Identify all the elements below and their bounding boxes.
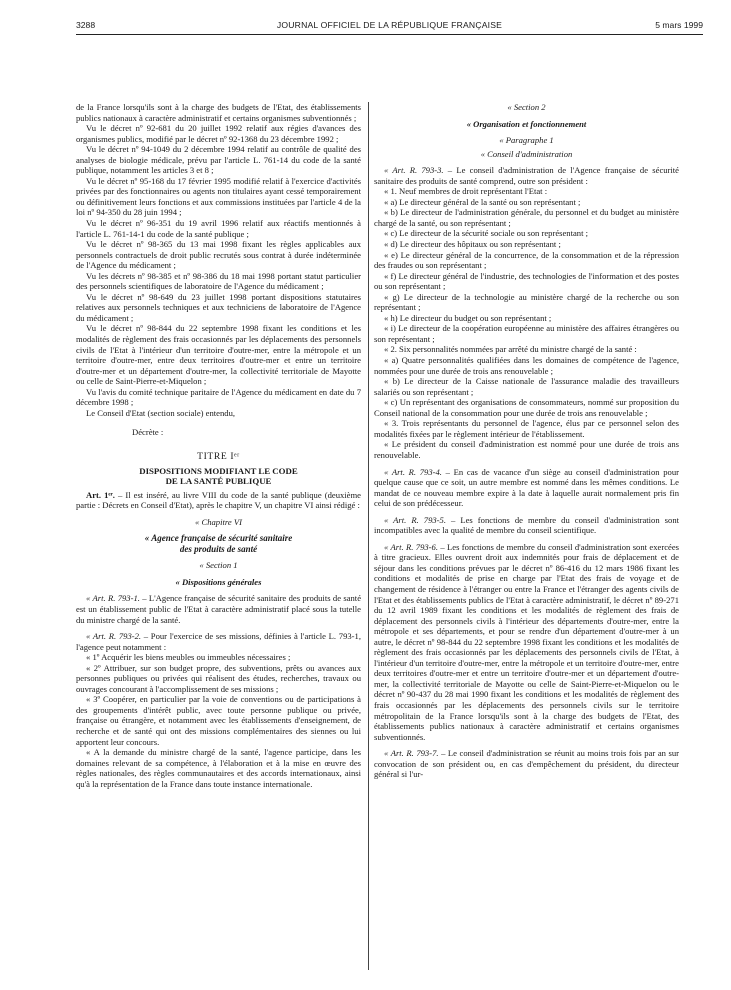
left-paragraph xyxy=(76,292,361,324)
left-column xyxy=(76,102,361,789)
right-paragraph xyxy=(374,119,679,130)
left-paragraph xyxy=(76,490,361,511)
right-paragraph xyxy=(374,250,679,271)
left-paragraph xyxy=(76,631,361,652)
article-number: Art. 1ᵉʳ. xyxy=(86,489,115,500)
right-paragraph xyxy=(374,467,679,509)
left-paragraph xyxy=(76,323,361,386)
right-paragraph xyxy=(374,344,679,355)
paragraph-text: « Chapitre VI xyxy=(195,516,242,527)
paragraph-text: « a) Le directeur général de la santé ou son représentant ; xyxy=(384,196,581,207)
right-paragraph xyxy=(374,271,679,292)
paragraph-text: « Paragraphe 1 xyxy=(499,135,554,146)
right-paragraph xyxy=(374,418,679,439)
left-paragraph xyxy=(76,533,361,544)
paragraph-text: « Conseil d'administration xyxy=(480,148,573,159)
article-reference: « Art. R. 793-4. xyxy=(384,466,442,477)
paragraph-text: « d) Le directeur des hôpitaux ou son représentant ; xyxy=(384,239,561,250)
paragraph-text: « 2. Six personnalités nommées par arrêté du ministre chargé de la santé : xyxy=(384,344,637,355)
left-paragraph xyxy=(76,102,361,123)
right-paragraph xyxy=(374,149,679,160)
left-paragraph xyxy=(76,560,361,571)
right-paragraph xyxy=(374,397,679,418)
paragraph-text: – Il est inséré, au livre VIII du code de la santé publique (deuxième partie : Décrets en Conseil d'Etat), après le chapitre V, un chapitre VI ainsi rédigé : xyxy=(76,489,361,511)
paragraph-text: « b) Le directeur de la Caisse nationale de l'assurance maladie des travailleurs salariés ou son représentant ; xyxy=(374,376,679,397)
paragraph-text: « h) Le directeur du budget ou son représentant ; xyxy=(384,312,552,323)
right-paragraph xyxy=(374,197,679,208)
paragraph-text: « Dispositions générales xyxy=(175,576,262,587)
right-paragraph xyxy=(374,292,679,313)
paragraph-text: Vu le décret nº 98-365 du 13 mai 1998 fixant les règles applicables aux personnels contractuels de droit public recrutés sous contrat à durée indéterminée de l'Agence du médicament ; xyxy=(76,239,361,271)
paragraph-text: « Le président du conseil d'administration est nommé pour une durée de trois ans renouvelable. xyxy=(374,439,679,460)
paragraph-text: des produits de santé xyxy=(179,543,258,554)
right-paragraph xyxy=(374,376,679,397)
right-paragraph xyxy=(374,323,679,344)
right-paragraph xyxy=(374,439,679,460)
left-paragraph xyxy=(76,144,361,176)
paragraph-text: « c) Le directeur de la sécurité sociale ou son représentant ; xyxy=(384,228,589,239)
right-paragraph xyxy=(374,313,679,324)
left-paragraph xyxy=(76,577,361,588)
journal-title: JOURNAL OFFICIEL DE LA RÉPUBLIQUE FRANÇAISE xyxy=(276,20,503,30)
paragraph-text: « Section 1 xyxy=(199,560,238,571)
article-reference: « Art. R. 793-2. xyxy=(86,631,142,642)
paragraph-text: Le Conseil d'Etat (section sociale) entendu, xyxy=(86,407,236,418)
page-number: 3288 xyxy=(76,20,96,30)
left-paragraph xyxy=(76,452,361,463)
left-paragraph xyxy=(76,593,361,625)
paragraph-text: Décrète : xyxy=(132,427,164,438)
paragraph-text: – Les fonctions de membre du conseil d'administration sont exercées à titre gracieux. Elles ouvrent droit aux indemnités pour frais de déplacement et de séjour dans les conditions prévues par le décret nº 86-416 du 12 mars 1986 fixant les conditions et modalités de prise en charge par l'Etat des frais de voyage et de changement de résidence à l'étranger ou entre la France et l'étranger des agents civils de l'Etat et des établissements publics de l'Etat à caractère administratif, le décret nº 89-271 du 12 avril 1989 fixant les conditions et les modalités de règlement des frais de déplacement des personnels civils à l'intérieur des départements d'outre-mer, entre la métropole et ses départements, et pour se rendre d'un département d'outre-mer à un autre, le décret nº 98-844 du 22 septembre 1998 fixant les conditions et les modalités de règlement des frais occasionnés par les déplacements des personnels civils de l'Etat, à l'intérieur d'un territoire d'outre-mer, entre la métropole et un territoire d'outre-mer, entre deux territoires d'outre-mer et entre un territoire d'outre-mer et un département d'outre-mer, la collectivité territoriale de Mayotte ou celle de Saint-Pierre-et-Miquelon ou le décret nº 90-437 du 28 mai 1990 fixant les conditions et les modalités de règlement des frais occasionnés par les déplacements des personnels civils sur le territoire métropolitain de la France lorsqu'ils sont à la charge des budgets de l'Etat, des établissements publics nationaux à caractère administratif et certains organismes subventionnés. xyxy=(374,541,679,742)
right-paragraph xyxy=(374,542,679,742)
right-column xyxy=(374,102,679,780)
article-reference: « Art. R. 793-6. xyxy=(384,541,438,552)
paragraph-text: – Pour l'exercice de ses missions, définies à l'article L. 793-1, l'agence peut notamment : xyxy=(76,631,361,652)
paragraph-text: « c) Un représentant des organisations de consommateurs, nommé sur proposition du Conseil national de la consommation pour une durée de trois ans renouvelable ; xyxy=(374,397,679,418)
paragraph-text: « e) Le directeur général de la concurrence, de la consommation et de la répression des fraudes ou son représentant ; xyxy=(374,249,679,271)
paragraph-text: « g) Le directeur de la technologie au ministère chargé de la recherche ou son représentant ; xyxy=(374,291,679,313)
paragraph-text: Vu le décret nº 95-168 du 17 février 1995 modifié relatif à l'exercice d'activités privées par des fonctionnaires ou agents non titulaires ayant cessé temporairement ou définitivement leurs fonctions et aux commissions instituées par l'article 4 de la loi nº 94-350 du 28 juin 1994 ; xyxy=(76,175,361,218)
left-paragraph xyxy=(76,387,361,408)
paragraph-text: TITRE Iᵉʳ xyxy=(197,450,240,462)
article-reference: « Art. R. 793-7. xyxy=(384,748,439,759)
paragraph-text: Vu le décret nº 96-351 du 19 avril 1996 relatif aux réactifs mentionnés à l'article L. 761-14-1 du code de la santé publique ; xyxy=(76,218,361,239)
paragraph-text: – Le conseil d'administration se réunit au moins trois fois par an sur convocation de son président ou, en cas d'empêchement du président, du directeur général si l'ur- xyxy=(374,748,679,780)
left-paragraph xyxy=(76,239,361,271)
paragraph-text: « Section 2 xyxy=(507,102,546,112)
right-paragraph xyxy=(374,239,679,250)
left-paragraph xyxy=(76,176,361,218)
paragraph-text: « Organisation et fonctionnement xyxy=(466,118,587,129)
paragraph-text: « Agence française de sécurité sanitaire xyxy=(144,533,293,544)
paragraph-text: « 1. Neuf membres de droit représentant l'Etat : xyxy=(384,186,548,197)
left-paragraph xyxy=(76,408,361,419)
left-paragraph xyxy=(76,218,361,239)
left-spacer xyxy=(76,418,361,427)
paragraph-text: – Le conseil d'administration de l'Agence française de sécurité sanitaire des produits de santé comprend, outre son président : xyxy=(374,165,680,186)
left-paragraph xyxy=(76,694,361,747)
left-paragraph xyxy=(76,663,361,695)
left-paragraph xyxy=(76,427,361,438)
article-reference: « Art. R. 793-1. xyxy=(86,593,140,604)
right-paragraph xyxy=(374,748,679,780)
article-reference: « Art. R. 793-5. xyxy=(384,514,446,525)
paragraph-text: Vu l'avis du comité technique paritaire de l'Agence du médicament en date du 7 décembre 1998 ; xyxy=(76,386,361,408)
left-paragraph xyxy=(76,466,361,477)
paragraph-text: de la France lorsqu'ils sont à la charge des budgets de l'Etat, des établissements publics nationaux à caractère administratif et certains organismes subventionnés ; xyxy=(76,102,361,123)
publication-date: 5 mars 1999 xyxy=(655,20,703,30)
left-paragraph xyxy=(76,544,361,555)
left-paragraph xyxy=(76,747,361,789)
left-paragraph xyxy=(76,123,361,144)
right-paragraph xyxy=(374,228,679,239)
paragraph-text: Vu les décrets nº 98-385 et nº 98-386 du 18 mai 1998 portant statut particulier des personnels scientifiques de laboratoire de l'Agence du médicament ; xyxy=(76,270,361,292)
page-header xyxy=(76,20,703,34)
paragraph-text: – L'Agence française de sécurité sanitaire des produits de santé est un établissement public de l'Etat à caractère administratif placé sous la tutelle du ministre chargé de la santé. xyxy=(76,593,362,625)
right-paragraph xyxy=(374,355,679,376)
right-paragraph xyxy=(374,135,679,146)
right-paragraph xyxy=(374,165,679,186)
right-paragraph xyxy=(374,515,679,536)
article-reference: « Art. R. 793-3. xyxy=(384,165,444,176)
right-paragraph xyxy=(374,102,679,113)
paragraph-text: Vu le décret nº 92-681 du 20 juillet 1992 relatif aux régies d'avances des organismes publics, modifié par le décret nº 92-1368 du 23 décembre 1992 ; xyxy=(76,123,361,144)
left-paragraph xyxy=(76,652,361,663)
left-spacer xyxy=(76,438,361,452)
paragraph-text: – Les fonctions de membre du conseil d'administration sont incompatibles avec la qualité de membre du conseil scientifique. xyxy=(374,514,680,536)
paragraph-text: DE LA SANTÉ PUBLIQUE xyxy=(165,476,272,487)
left-paragraph xyxy=(76,517,361,528)
paragraph-text: « 3º Coopérer, en particulier par la voie de conventions ou de participations à des groupements d'intérêt public, avec toute personne publique ou privée, française ou étrangère, et notamment avec les établissements d'enseignement, de recherche et de santé qui ont des missions complémentaires des siennes ou lui apportent leur concours. xyxy=(76,694,361,747)
paragraph-text: « 2º Attribuer, sur son budget propre, des subventions, prêts ou avances aux personnes publiques ou privées qui réalisent des études, recherches, travaux ou ouvrages concourant à l'accomplissement de ses missions ; xyxy=(76,662,361,694)
header-rule xyxy=(76,34,703,35)
paragraph-text: « A la demande du ministre chargé de la santé, l'agence participe, dans les domaines relevant de sa compétence, à l'élaboration et à la mise en œuvre des règles nationales, des règles communautaires et des accords internationaux, ainsi qu'à la représentation de la France dans toute instance internationale. xyxy=(76,747,361,789)
left-paragraph xyxy=(76,271,361,292)
paragraph-text: « i) Le directeur de la coopération européenne au ministère des affaires étrangères ou son représentant ; xyxy=(374,323,679,344)
paragraph-text: « f) Le directeur général de l'industrie, des technologies de l'information et des postes ou son représentant ; xyxy=(374,270,679,292)
left-paragraph xyxy=(76,476,361,487)
paragraph-text: « 3. Trois représentants du personnel de l'agence, élus par ce personnel selon des modalités fixées par le règlement intérieur de l'établissement. xyxy=(374,418,679,439)
paragraph-text: Vu le décret nº 98-844 du 22 septembre 1998 fixant les conditions et les modalités de règlement des frais occasionnés par les déplacements des personnels civils de l'Etat à l'intérieur d'un territoire d'outre-mer, entre la métropole et un territoire d'outre-mer, entre deux territoires d'outre-mer et entre un territoire d'outre-mer et un département d'outre-mer, la collectivité territoriale de Mayotte ou celle de Saint-Pierre-et-Miquelon ; xyxy=(76,323,361,387)
right-paragraph xyxy=(374,186,679,197)
paragraph-text: – En cas de vacance d'un siège au conseil d'administration pour quelque cause que ce soit, un autre membre est nommé dans les mêmes conditions. Le mandat de ce nouveau membre expire à la date à laquelle aurait normalement pris fin celui de son prédécesseur. xyxy=(374,466,679,509)
paragraph-text: « b) Le directeur de l'administration générale, du personnel et du budget au ministère chargé de la santé, ou son représentant ; xyxy=(374,207,679,228)
paragraph-text: « a) Quatre personnalités qualifiées dans les domaines de compétence de l'agence, nommées pour une durée de trois ans renouvelable ; xyxy=(374,355,679,376)
right-paragraph xyxy=(374,207,679,228)
paragraph-text: « 1º Acquérir les biens meubles ou immeubles nécessaires ; xyxy=(86,652,291,663)
paragraph-text: DISPOSITIONS MODIFIANT LE CODE xyxy=(139,465,298,476)
paragraph-text: Vu le décret nº 98-649 du 23 juillet 1998 portant dispositions statutaires relatives aux personnels techniques et aux techniciens de laboratoire de l'Agence du médicament ; xyxy=(76,291,361,323)
paragraph-text: Vu le décret nº 94-1049 du 2 décembre 1994 relatif au contrôle de qualité des analyses de biologie médicale, prévu par l'article L. 761-14 du code de la santé publique, notamment les articles 3 et 8 ; xyxy=(76,144,361,176)
column-divider xyxy=(368,102,369,970)
